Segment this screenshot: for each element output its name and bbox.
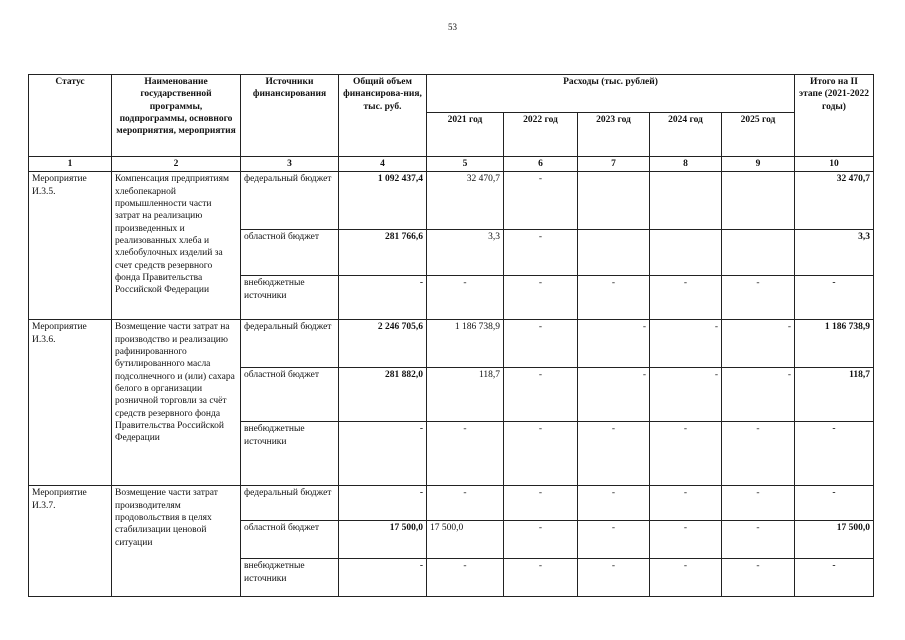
- amount-2024: -: [650, 320, 722, 368]
- funding-source: федеральный бюджет: [241, 172, 339, 230]
- page-number: 53: [448, 22, 457, 32]
- amount-2021: -: [427, 422, 504, 486]
- stage-total: 32 470,7: [795, 172, 874, 230]
- column-number: 6: [504, 157, 578, 172]
- funding-source: федеральный бюджет: [241, 320, 339, 368]
- event-status: Мероприятие И.3.6.: [29, 320, 112, 486]
- stage-total: -: [795, 422, 874, 486]
- amount-2022: -: [504, 486, 578, 521]
- amount-2025: [722, 230, 795, 276]
- total-amount: -: [339, 559, 427, 597]
- table-row: [29, 172, 874, 230]
- funding-source: областной бюджет: [241, 521, 339, 559]
- amount-2023: -: [578, 422, 650, 486]
- total-amount: 281 766,6: [339, 230, 427, 276]
- amount-2024: -: [650, 422, 722, 486]
- amount-2024: [650, 172, 722, 230]
- column-number: 5: [427, 157, 504, 172]
- column-number: 3: [241, 157, 339, 172]
- amount-2024: -: [650, 368, 722, 422]
- amount-2021: 1 186 738,9: [427, 320, 504, 368]
- event-status: Мероприятие И.3.5.: [29, 172, 112, 320]
- amount-2025: [722, 172, 795, 230]
- amount-2025: -: [722, 521, 795, 559]
- funding-source: внебюджетные источники: [241, 559, 339, 597]
- table-row: [29, 486, 874, 521]
- stage-total: -: [795, 276, 874, 320]
- stage-total: 118,7: [795, 368, 874, 422]
- table-body: [29, 172, 874, 597]
- amount-2023: -: [578, 276, 650, 320]
- total-amount: -: [339, 422, 427, 486]
- column-number: 10: [795, 157, 874, 172]
- stage-total: 1 186 738,9: [795, 320, 874, 368]
- amount-2023: -: [578, 559, 650, 597]
- column-number: 2: [112, 157, 241, 172]
- amount-2021: 32 470,7: [427, 172, 504, 230]
- header-year-2025: 2025 год: [722, 113, 795, 157]
- funding-source: федеральный бюджет: [241, 486, 339, 521]
- amount-2021: -: [427, 276, 504, 320]
- table-header: [29, 75, 874, 172]
- event-name: Возмещение части затрат производителям продовольствия в целях стабилизации ценовой ситуации: [112, 486, 241, 597]
- header-stage-total: Итого на II этапе (2021-2022 годы): [795, 75, 874, 157]
- funding-source: областной бюджет: [241, 368, 339, 422]
- amount-2024: -: [650, 559, 722, 597]
- amount-2025: -: [722, 276, 795, 320]
- amount-2023: -: [578, 368, 650, 422]
- amount-2021: 17 500,0: [427, 521, 504, 559]
- amount-2025: -: [722, 368, 795, 422]
- column-number: 8: [650, 157, 722, 172]
- header-year-2022: 2022 год: [504, 113, 578, 157]
- amount-2022: -: [504, 521, 578, 559]
- funding-source: областной бюджет: [241, 230, 339, 276]
- amount-2021: 3,3: [427, 230, 504, 276]
- total-amount: 1 092 437,4: [339, 172, 427, 230]
- stage-total: 17 500,0: [795, 521, 874, 559]
- amount-2021: -: [427, 486, 504, 521]
- total-amount: 17 500,0: [339, 521, 427, 559]
- amount-2023: -: [578, 521, 650, 559]
- amount-2022: -: [504, 320, 578, 368]
- event-name: Компенсация предприятиям хлебопекарной промышленности части затрат на реализацию произведенных и реализованных хлеба и хлебобулочных изделий за счет средств резервного фонда Правительства Российской Федерации: [112, 172, 241, 320]
- header-year-2024: 2024 год: [650, 113, 722, 157]
- total-amount: 2 246 705,6: [339, 320, 427, 368]
- amount-2022: -: [504, 368, 578, 422]
- stage-total: -: [795, 486, 874, 521]
- event-status: Мероприятие И.3.7.: [29, 486, 112, 597]
- amount-2024: -: [650, 521, 722, 559]
- amount-2025: -: [722, 559, 795, 597]
- amount-2021: 118,7: [427, 368, 504, 422]
- funding-source: внебюджетные источники: [241, 422, 339, 486]
- amount-2022: -: [504, 422, 578, 486]
- column-number: 1: [29, 157, 112, 172]
- amount-2025: -: [722, 486, 795, 521]
- amount-2022: -: [504, 230, 578, 276]
- header-name: Наименование государственной программы, подпрограммы, основного мероприятия, мероприятия: [112, 75, 241, 157]
- column-number: 4: [339, 157, 427, 172]
- funding-source: внебюджетные источники: [241, 276, 339, 320]
- amount-2024: [650, 230, 722, 276]
- amount-2023: [578, 230, 650, 276]
- amount-2022: -: [504, 559, 578, 597]
- header-year-2021: 2021 год: [427, 113, 504, 157]
- table-row: [29, 320, 874, 368]
- amount-2025: -: [722, 422, 795, 486]
- total-amount: -: [339, 486, 427, 521]
- stage-total: -: [795, 559, 874, 597]
- financing-table: [28, 74, 874, 597]
- header-sources: Источники финансирования: [241, 75, 339, 157]
- total-amount: -: [339, 276, 427, 320]
- header-year-2023: 2023 год: [578, 113, 650, 157]
- column-number: 7: [578, 157, 650, 172]
- amount-2023: -: [578, 486, 650, 521]
- amount-2024: -: [650, 486, 722, 521]
- column-number: 9: [722, 157, 795, 172]
- header-status: Статус: [29, 75, 112, 157]
- amount-2022: -: [504, 276, 578, 320]
- amount-2023: [578, 172, 650, 230]
- total-amount: 281 882,0: [339, 368, 427, 422]
- amount-2025: -: [722, 320, 795, 368]
- stage-total: 3,3: [795, 230, 874, 276]
- amount-2022: -: [504, 172, 578, 230]
- header-total: Общий объем финансирова-ния, тыс. руб.: [339, 75, 427, 157]
- amount-2021: -: [427, 559, 504, 597]
- amount-2023: -: [578, 320, 650, 368]
- event-name: Возмещение части затрат на производство и реализацию рафинированного бутилированного масла подсолнечного и (или) сахара белого в организации розничной торговли за счёт средств резервного фонда Правительства Российской Федерации: [112, 320, 241, 486]
- header-expenses: Расходы (тыс. рублей): [427, 75, 795, 113]
- amount-2024: -: [650, 276, 722, 320]
